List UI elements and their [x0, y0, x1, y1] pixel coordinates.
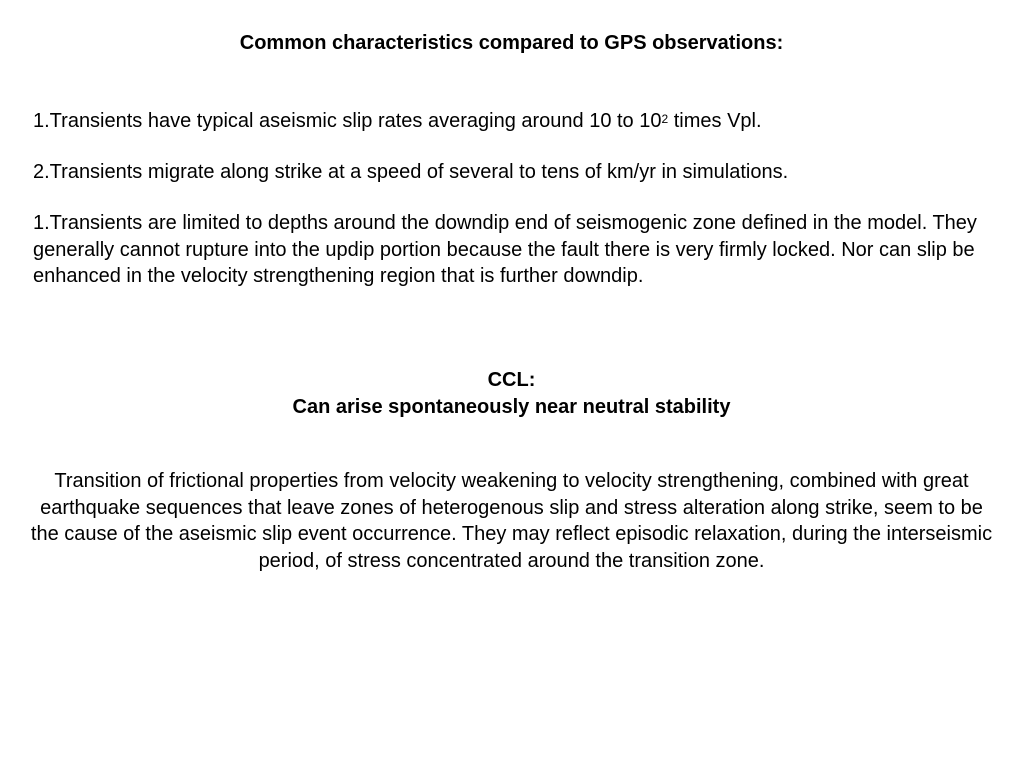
item-1-text-after: times Vpl.: [668, 110, 762, 132]
conclusion-paragraph: Transition of frictional properties from velocity weakening to velocity strengthening, combined with great earthquake sequences that leave zones of heterogenous slip and stress alteration along strike, seem to be the cause of the aseismic slip event occurrence. They may reflect episodic relaxation, during the interseismic period, of stress concentrated around the transition zone.: [30, 470, 993, 572]
characteristic-item-3: 1.Transients are limited to depths around the downdip end of seismogenic zone defined in the model. They generally cannot rupture into the updip portion because the fault there is very firmly locked. Nor can slip be enhanced in the velocity strengthening region that is further downdip.: [33, 212, 977, 287]
ccl-block: [0, 367, 1023, 420]
ccl-text: Can arise spontaneously near neutral stability: [292, 395, 731, 418]
ccl-label: CCL:: [487, 369, 536, 391]
characteristic-item-1: [33, 108, 993, 135]
slide-title: Common characteristics compared to GPS observations:: [239, 32, 784, 54]
item-1-text: 1.Transients have typical aseismic slip rates averaging around 10 to 10: [33, 110, 662, 132]
characteristic-item-2: 2.Transients migrate along strike at a speed of several to tens of km/yr in simulations.: [33, 161, 789, 183]
item-1-superscript: 2: [661, 112, 669, 126]
